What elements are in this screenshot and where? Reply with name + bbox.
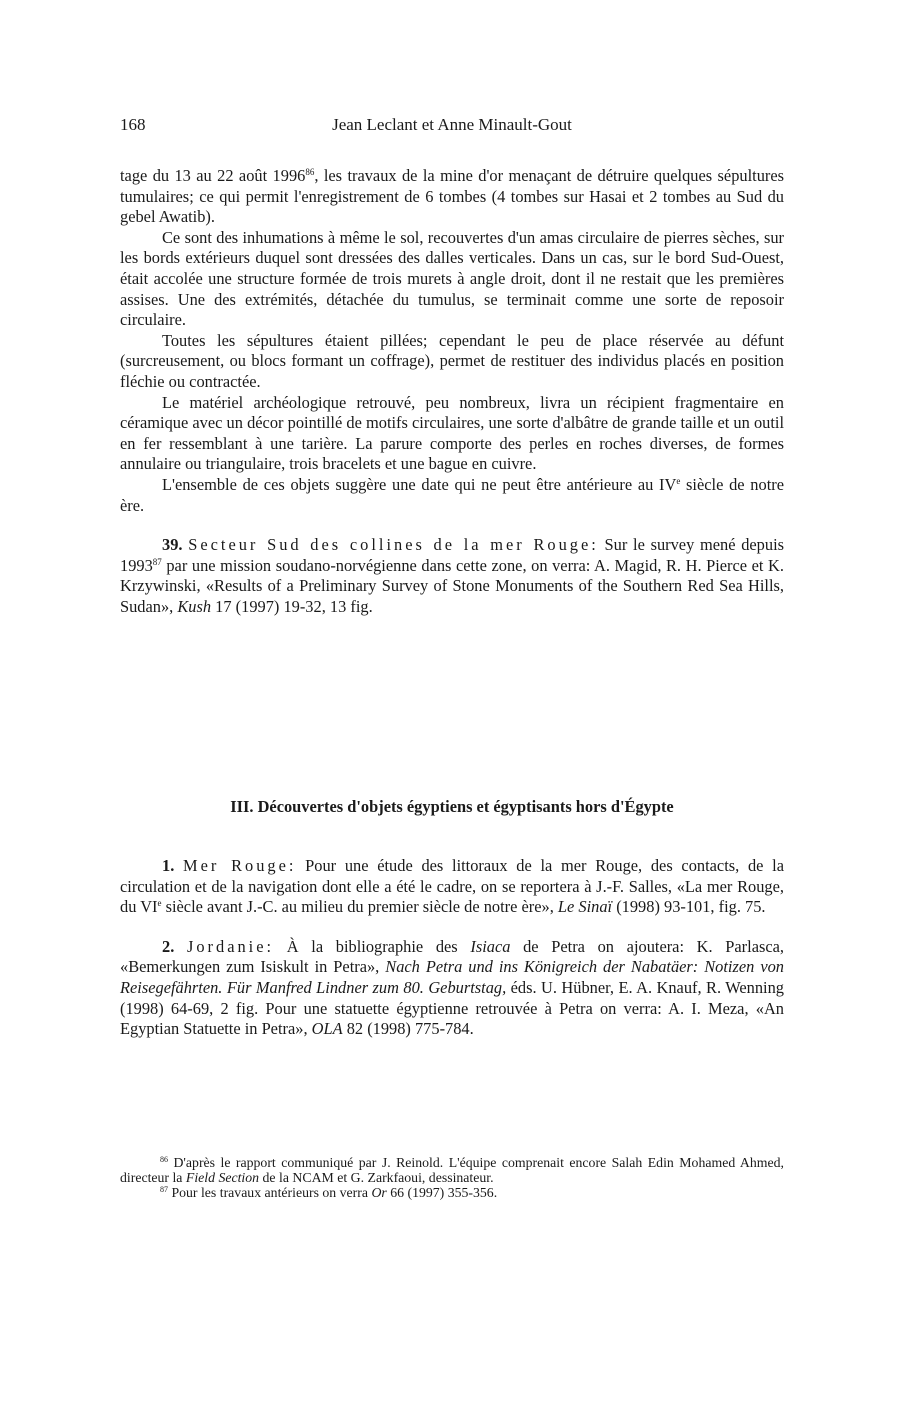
footnote-ref-87[interactable]: 87 [152, 556, 162, 567]
footnotes [120, 1155, 784, 1200]
paragraph-3: Toutes les sépultures étaient pillées; cependant le peu de place réservée au défunt (surcreusement, ou blocs formant un coffrage), permet de restituer des individus placés en position fléchie ou contractée. [120, 330, 784, 391]
item-title: Mer Rouge: [183, 856, 297, 875]
paragraph-2: Ce sont des inhumations à même le sol, recouvertes d'un amas circulaire de pierres sèches, sur les bords extérieurs duquel sont dressées des dalles verticales. Dans un cas, sur le bord Sud-Ouest, était accolée une structure formée de trois murets à angle droit, dont il ne restait que les premières assises. Une des extrémités, détachée du tumulus, se terminait comme une sorte de reposoir circulaire. [120, 227, 784, 330]
item-1: 1. Mer Rouge: Pour une étude des littoraux de la mer Rouge, des contacts, de la circulation et de la navigation dont elle a été le cadre, on se reportera à J.-F. Salles, «La mer Rouge, du VIe siècle avant J.-C. au milieu du premier siècle de notre ère», Le Sinaï (1998) 93-101, fig. 75. [120, 856, 784, 917]
section-heading: III. Découvertes d'objets égyptiens et égyptisants hors d'Égypte [230, 797, 674, 816]
paragraph-1: tage du 13 au 22 août 1996$^{86}$, les travaux de la mine d'or menaçant de détruire quelques sépultures tumulaires; ce qui permit l'enregistrement de 6 tombes (4 tombes sur Hasai et 2 tombes au Sud du gebel Awatib). [120, 166, 785, 227]
section-items [120, 856, 784, 1040]
paragraph-5: L'ensemble de ces objets suggère une date qui ne peut être antérieure au IVe siècle de notre ère. [120, 474, 784, 515]
item-number: 1. [162, 856, 175, 875]
running-head [120, 115, 784, 137]
running-title: Jean Leclant et Anne Minault-Gout [332, 115, 572, 134]
item-2: 2. Jordanie: À la bibliographie des Isiaca de Petra on ajoutera: K. Parlasca, «Bemerkungen zum Isiskult in Petra», Nach Petra und ins Königreich der Nabatäer: Notizen von Reisegefährten. Für Manfred Lindner zum 80. Geburtstag, éds. U. Hübner, E. A. Knauf, R. Wenning (1998) 64-69, 2 fig. Pour une statuette égyptienne retrouvée à Petra on verra: A. I. Meza, «An Egyptian Statuette in Petra», OLA 82 (1998) 775-784. [120, 936, 784, 1039]
body-text [120, 166, 784, 617]
paragraph-4: Le matériel archéologique retrouvé, peu nombreux, livra un récipient fragmentaire en céramique avec un décor pointillé de motifs circulaires, une sorte d'albâtre de grande taille et un outil en fer ressemblant à une tarière. La parure comporte des perles en roches diverses, de formes annulaire ou triangulaire, trois bracelets et une bague en cuivre. [120, 392, 784, 474]
item-title: Jordanie: [186, 936, 275, 956]
page-number: 168 [120, 115, 146, 134]
item-number: 2. [162, 936, 175, 956]
journal-title: OLA [311, 1019, 343, 1039]
journal-title: Le Sinaï [557, 897, 613, 917]
item-39: 39. Secteur Sud des collines de la mer Rouge: Sur le survey mené depuis 1993$^{87}$ par une mission soudano-norvégienne dans cette zone, on verra: A. Magid, R. H. Pierce et K. Krzywinski, «Results of a Preliminary Survey of Stone Monuments of the Southern Red Sea Hills, Sudan», Kush 17 (1997) 19-32, 13 fig. [120, 535, 784, 616]
book-title: Nach Petra und ins Königreich der Nabatäer: Notizen von Reisegefährten. Für Manfred Lindner zum 80. Geburtstag, [120, 957, 784, 997]
journal-title: Kush [177, 596, 212, 616]
footnote-87: $^{87}$ Pour les travaux antérieurs on verra Or 66 (1997) 355-356. [160, 1185, 498, 1200]
item-number: 39. [162, 535, 183, 555]
footnote-86: $^{86}$ D'après le rapport communiqué par J. Reinold. L'équipe comprenait encore Salah Edin Mohamed Ahmed, directeur la Field Section de la NCAM et G. Zarkfaoui, dessinateur. [120, 1155, 784, 1185]
footnote-ref-86[interactable]: 86 [305, 167, 315, 177]
item-title: Secteur Sud des collines de la mer Rouge: [188, 535, 599, 555]
